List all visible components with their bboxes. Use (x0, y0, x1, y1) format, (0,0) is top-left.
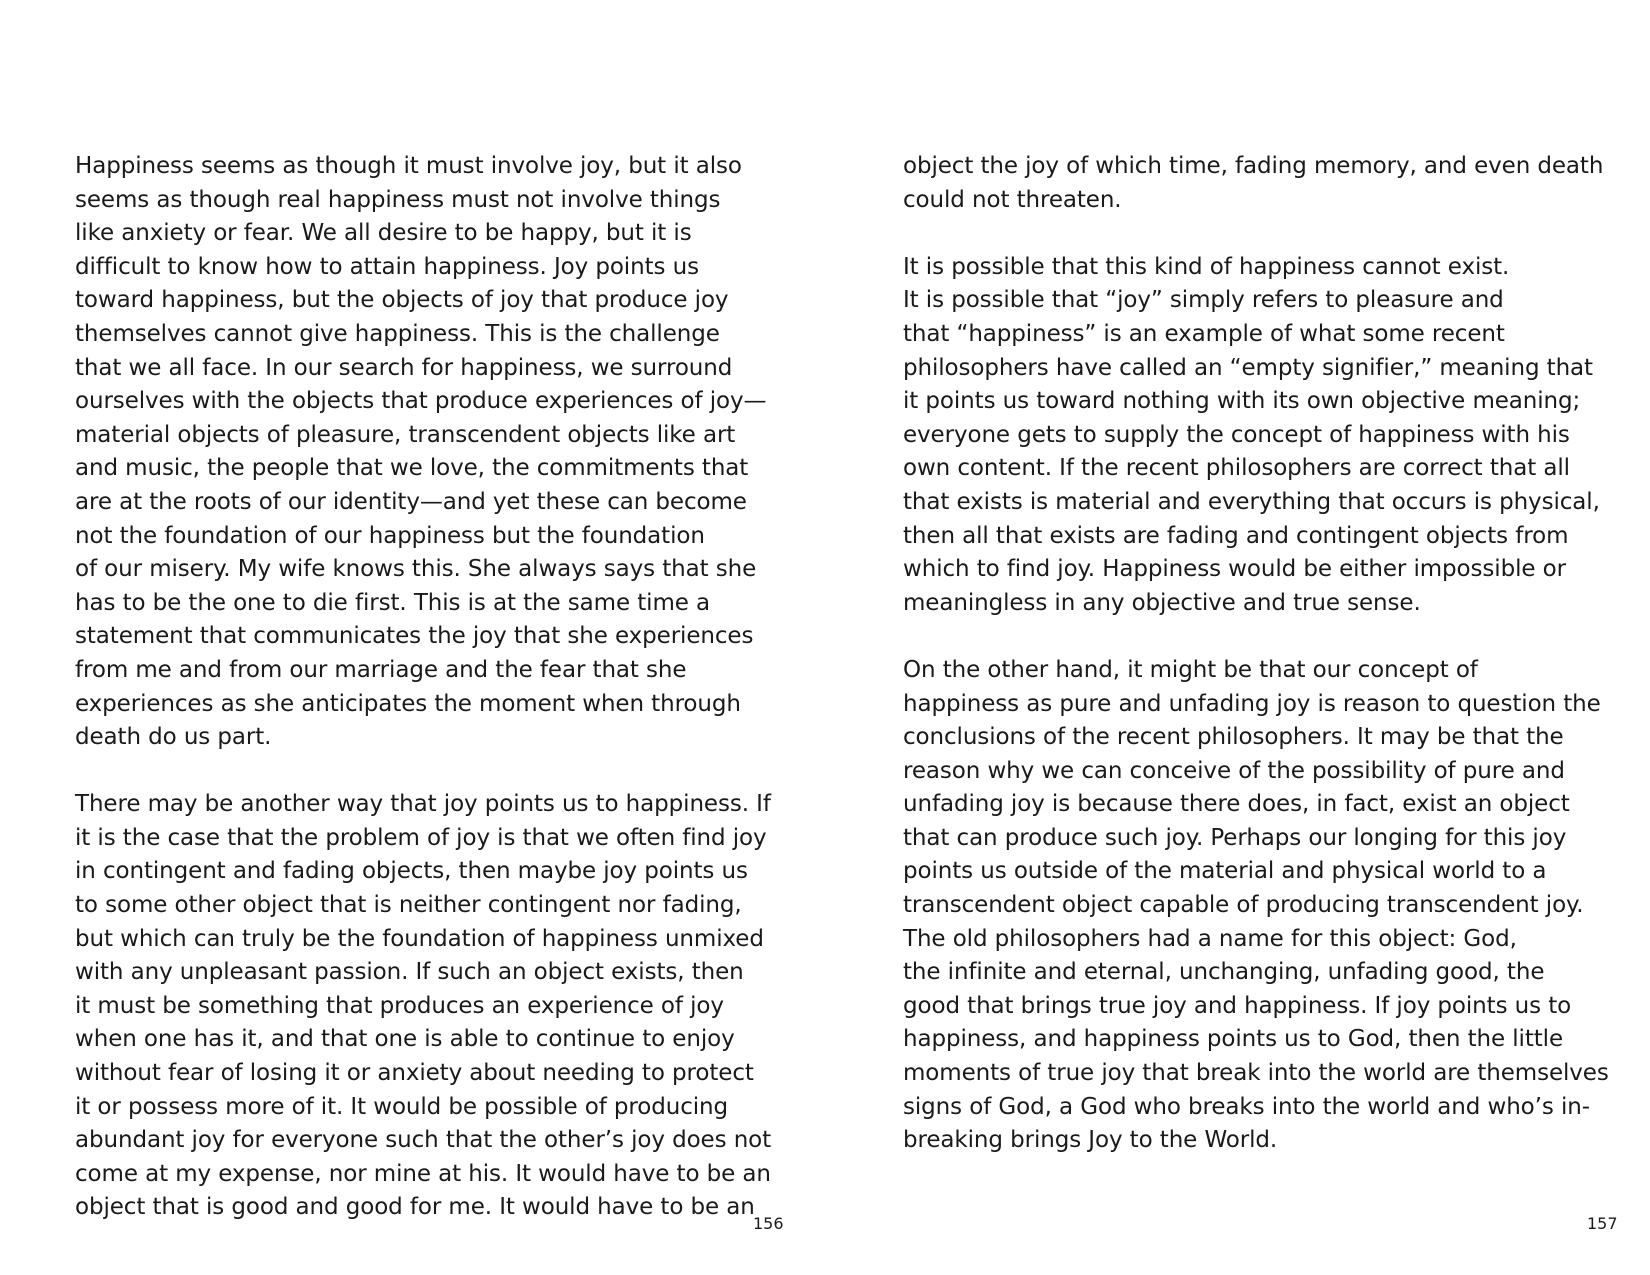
text-line: then all that exists are fading and contingent objects from (903, 522, 1569, 549)
text-line: happiness as pure and unfading joy is reason to question the (903, 690, 1601, 717)
text-line: reason why we can conceive of the possibility of pure and (903, 757, 1565, 784)
text-line: On the other hand, it might be that our concept of (903, 656, 1478, 683)
text-line: philosophers have called an “empty signifier,” meaning that (903, 354, 1593, 381)
left-page-text (75, 150, 772, 1225)
text-line: object the joy of which time, fading memory, and even death (903, 153, 1604, 179)
text-line: seems as though real happiness must not involve things (75, 186, 721, 213)
paragraph (903, 654, 1609, 1158)
text-line: abundant joy for everyone such that the other’s joy does not (75, 1127, 772, 1154)
text-line: when one has it, and that one is able to continue to enjoy (75, 1026, 735, 1053)
text-line: It is possible that this kind of happiness cannot exist. (903, 253, 1510, 280)
text-line: toward happiness, but the objects of joy that produce joy (75, 287, 729, 314)
text-line: that can produce such joy. Perhaps our longing for this joy (903, 824, 1567, 851)
text-line: with any unpleasant passion. If such an object exists, then (75, 959, 744, 986)
text-line: that we all face. In our search for happiness, we surround (75, 354, 733, 381)
text-line: could not threaten. (903, 186, 1122, 213)
text-line: it points us toward nothing with its own objective meaning; (903, 388, 1581, 415)
text-line: it is the case that the problem of joy is that we often find joy (75, 824, 767, 851)
text-line: meaningless in any objective and true sense. (903, 589, 1421, 616)
text-line: everyone gets to supply the concept of happiness with his (903, 421, 1570, 448)
text-line: of our misery. My wife knows this. She always says that she (75, 556, 757, 583)
text-line: difficult to know how to attain happiness. Joy points us (75, 253, 699, 280)
paragraph-gap (75, 755, 765, 789)
text-line: has to be the one to die first. This is at the same time a (75, 589, 710, 616)
paragraph (75, 150, 765, 755)
text-line: not the foundation of our happiness but the foundation (75, 522, 705, 549)
text-line: it must be something that produces an experience of joy (75, 992, 724, 1019)
text-line: like anxiety or fear. We all desire to be happy, but it is (75, 220, 692, 247)
right-page (825, 0, 1650, 1275)
text-line: breaking brings Joy to the World. (903, 1127, 1278, 1154)
text-line: conclusions of the recent philosophers. It may be that the (903, 724, 1564, 751)
text-line: statement that communicates the joy that she experiences (75, 623, 754, 650)
text-line: There may be another way that joy points us to happiness. If (75, 791, 771, 818)
text-line: points us outside of the material and physical world to a (903, 858, 1547, 885)
text-line: themselves cannot give happiness. This is the challenge (75, 320, 720, 347)
text-line: come at my expense, nor mine at his. It would have to be an (75, 1160, 771, 1187)
text-line: moments of true joy that break into the world are themselves (903, 1060, 1609, 1087)
paragraph (903, 251, 1598, 621)
text-line: the infinite and eternal, unchanging, unfading good, the (903, 959, 1545, 986)
text-line: good that brings true joy and happiness. If joy points us to (903, 992, 1572, 1019)
paragraph-gap (903, 217, 1598, 251)
text-line: Happiness seems as though it must involve joy, but it also (75, 153, 742, 179)
page-number: 157 (1587, 1214, 1618, 1233)
right-page-text (903, 150, 1609, 1158)
text-line: from me and from our marriage and the fear that she (75, 656, 687, 683)
text-line: it or possess more of it. It would be possible of producing (75, 1093, 729, 1120)
text-line: ourselves with the objects that produce experiences of joy— (75, 388, 767, 415)
text-line: but which can truly be the foundation of happiness unmixed (75, 925, 764, 952)
paragraph-gap (903, 620, 1598, 654)
text-line: happiness, and happiness points us to God, then the little (903, 1026, 1564, 1053)
text-line: to some other object that is neither contingent nor fading, (75, 892, 742, 919)
text-line: It is possible that “joy” simply refers to pleasure and (903, 287, 1504, 314)
text-line: object that is good and good for me. It would have to be an (75, 1194, 755, 1221)
text-line: in contingent and fading objects, then maybe joy points us (75, 858, 748, 885)
text-line: own content. If the recent philosophers are correct that all (903, 455, 1570, 482)
text-line: that “happiness” is an example of what some recent (903, 320, 1505, 347)
paragraph (75, 788, 772, 1225)
text-line: The old philosophers had a name for this object: God, (903, 925, 1517, 952)
text-line: experiences as she anticipates the moment when through (75, 690, 741, 717)
paragraph (903, 150, 1604, 217)
text-line: without fear of losing it or anxiety about needing to protect (75, 1060, 754, 1087)
text-line: are at the roots of our identity—and yet these can become (75, 488, 747, 515)
text-line: and music, the people that we love, the commitments that (75, 455, 749, 482)
text-line: that exists is material and everything that occurs is physical, (903, 488, 1600, 515)
text-line: unfading joy is because there does, in fact, exist an object (903, 791, 1570, 818)
text-line: transcendent object capable of producing transcendent joy. (903, 892, 1584, 919)
text-line: death do us part. (75, 724, 272, 751)
page-number: 156 (753, 1214, 784, 1233)
text-line: material objects of pleasure, transcendent objects like art (75, 421, 736, 448)
text-line: which to find joy. Happiness would be either impossible or (903, 556, 1566, 583)
text-line: signs of God, a God who breaks into the world and who’s in- (903, 1093, 1590, 1120)
